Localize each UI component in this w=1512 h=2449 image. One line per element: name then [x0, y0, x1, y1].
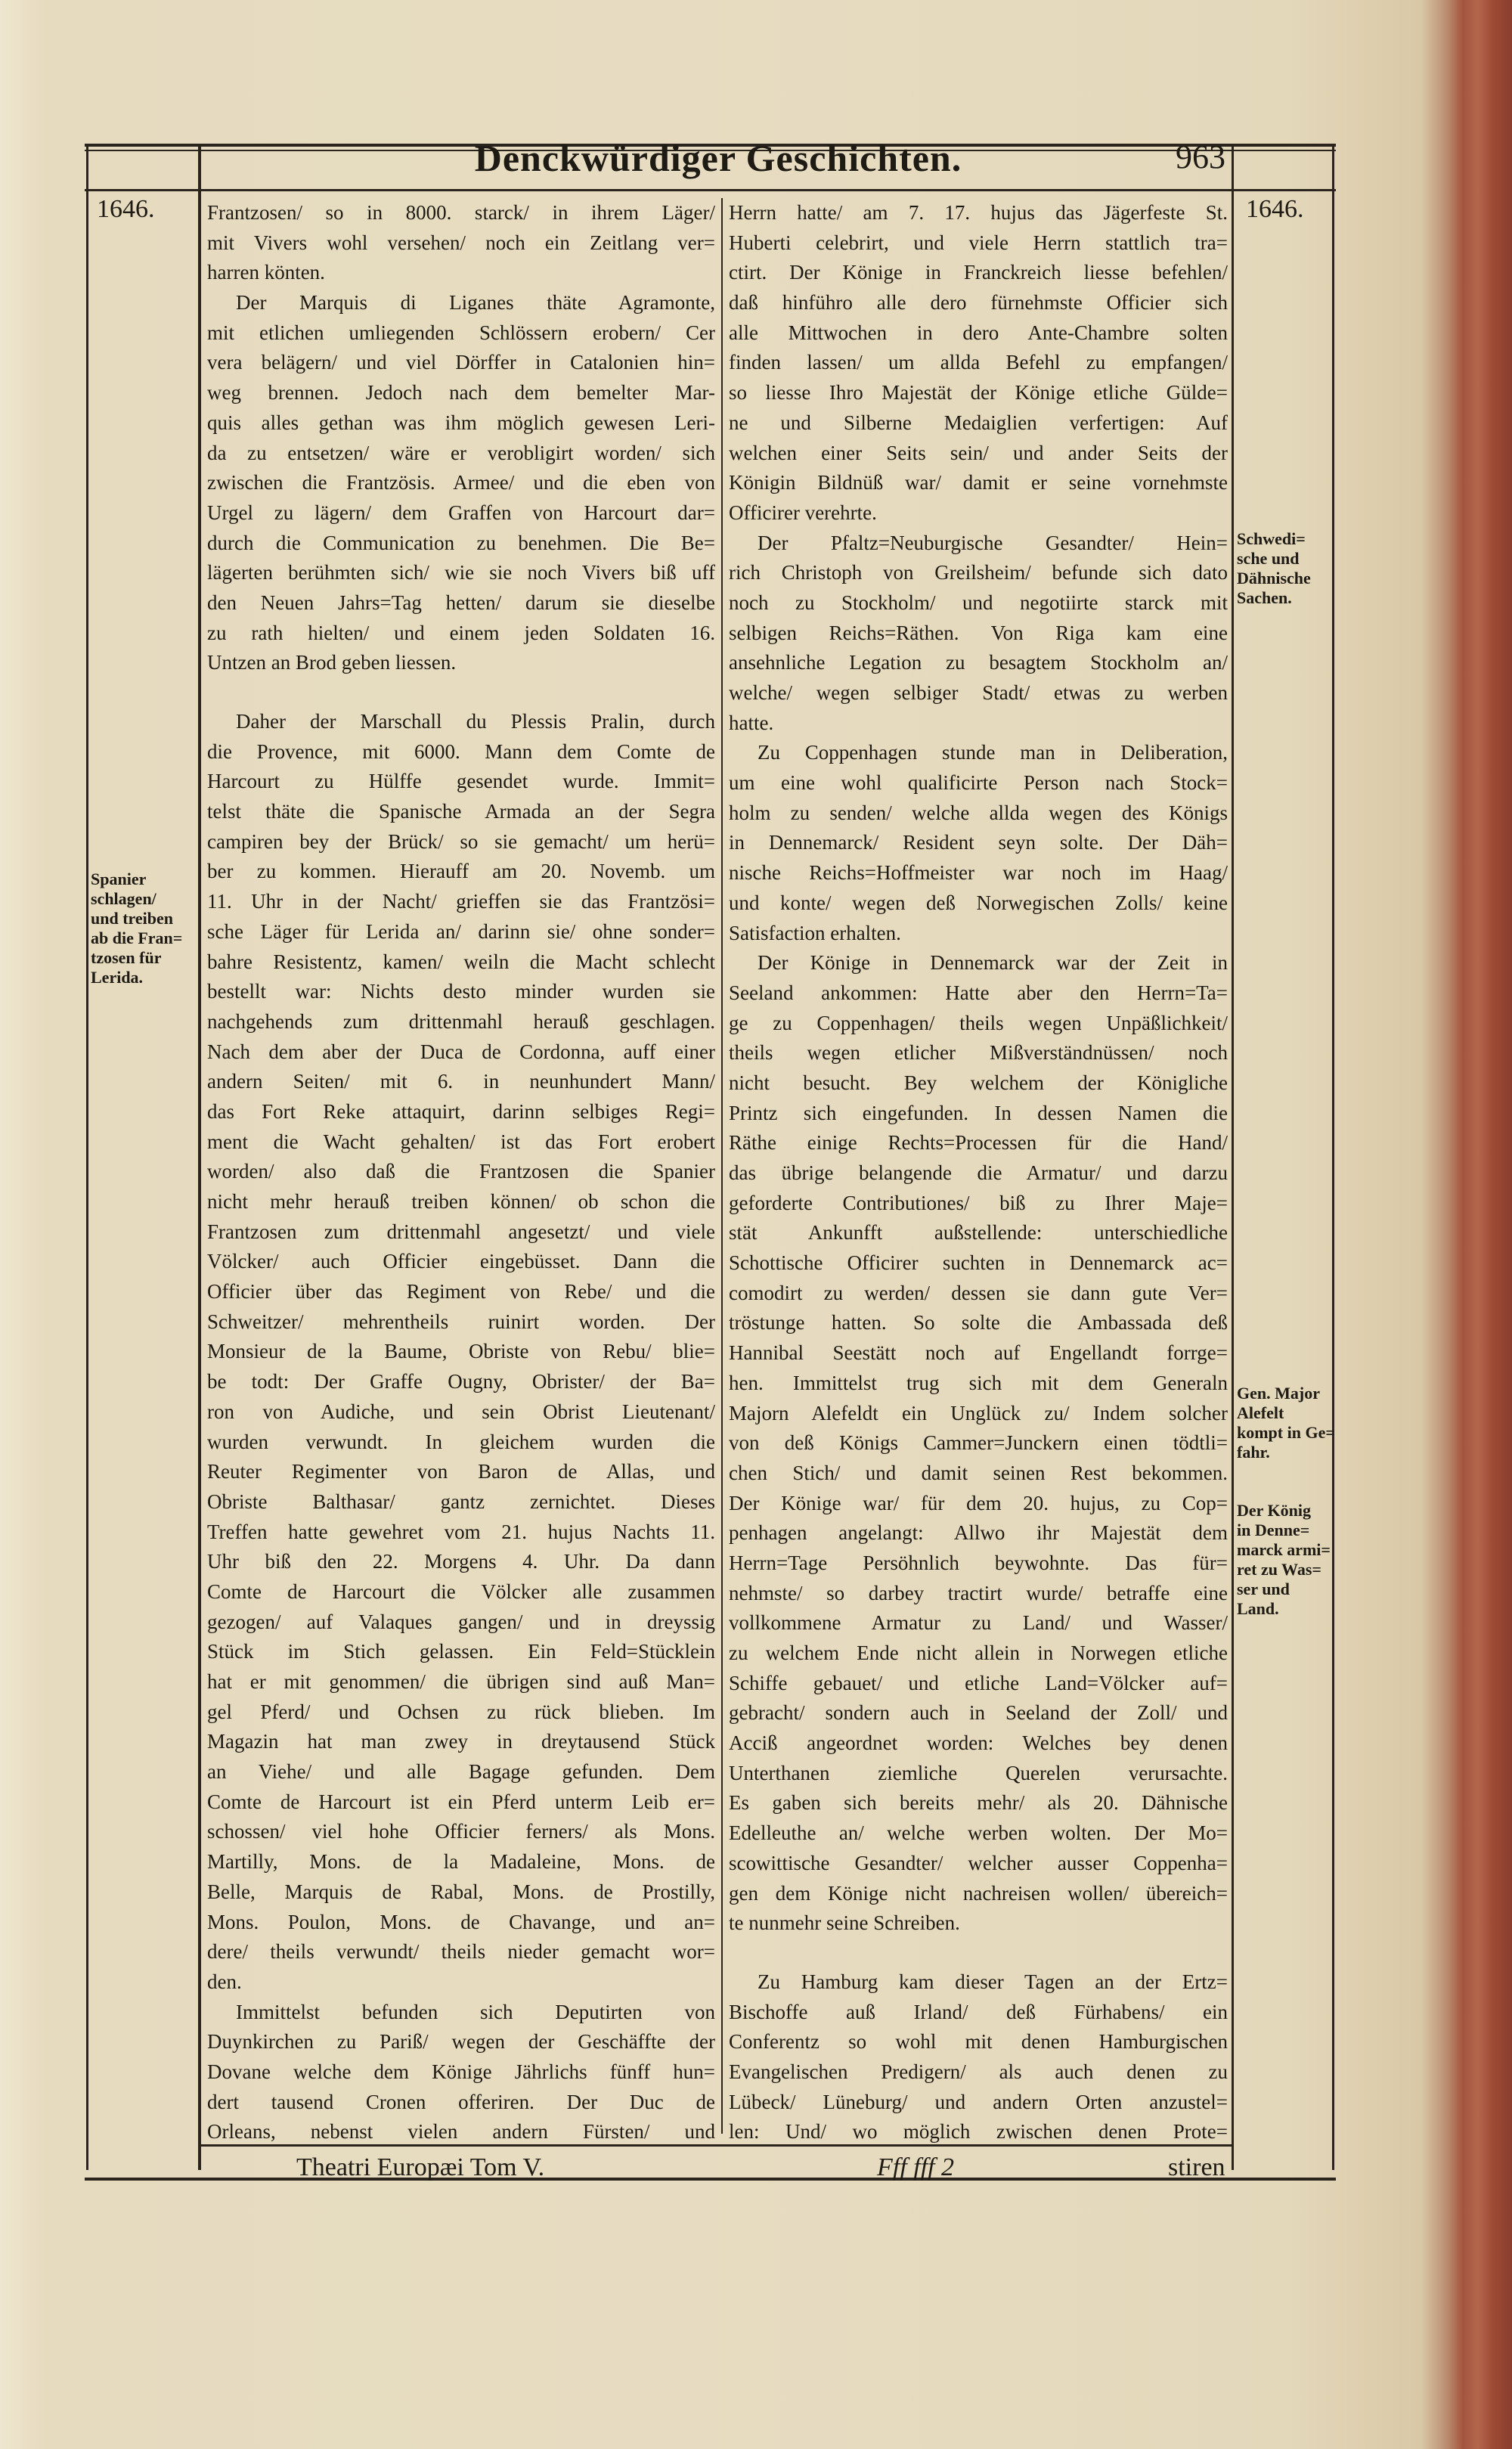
text-line: Satisfaction erhalten. — [729, 921, 901, 944]
text-line: durch die Communication zu benehmen. Die Be= — [207, 531, 715, 554]
text-line: Herrn hatte/ am 7. 17. hujus das Jägerfeste St. — [729, 201, 1228, 224]
margin-note — [1237, 529, 1311, 608]
margin-note-line: Gen. Major — [1237, 1384, 1320, 1403]
text-line: ne und Silberne Medaiglien verfertigen: Auf — [729, 411, 1228, 434]
text-line: Orleans, nebenst vielen andern Fürsten/ und — [207, 2120, 715, 2144]
bottom-rule — [85, 2178, 1336, 2181]
text-line: Printz sich eingefunden. In dessen Namen die — [729, 1101, 1228, 1124]
text-line: ment die Wacht gehalten/ ist das Fort erobert — [207, 1130, 715, 1153]
header-underline-rule — [85, 189, 1336, 191]
text-line: Obriste Balthasar/ gantz zernichtet. Dieses — [207, 1490, 715, 1513]
text-line: Königin Bildnüß war/ damit er seine vornehmste — [729, 471, 1228, 494]
text-line: Hannibal Seestätt noch auf Engellandt forrge= — [729, 1341, 1228, 1365]
running-head-title: Denckwürdiger Geschichten. — [474, 137, 962, 179]
text-line: nachgehends zum drittenmahl herauß geschlagen. — [207, 1009, 715, 1033]
text-line: so liesse Ihro Majestät der Könige etliche Gülde= — [729, 381, 1228, 405]
paragraph-gap — [729, 1939, 1228, 1967]
text-line: zu welchem Ende nicht allein in Norwegen etliche — [729, 1641, 1228, 1664]
frame-right-outer — [1332, 144, 1334, 2170]
text-line: vera belägern/ und viel Dörffer in Catalonien hin= — [207, 351, 715, 374]
text-line: welche/ wegen selbiger Stadt/ etwas zu werben — [729, 681, 1228, 704]
text-column-right — [729, 198, 1228, 2147]
text-line: Dovane welche dem Könige Jährlichs fünff hun= — [207, 2060, 715, 2083]
text-line: zwischen die Frantzösis. Armee/ und die eben von — [207, 471, 715, 494]
text-line: Unterthanen ziemliche Querelen verursachte. — [729, 1761, 1228, 1784]
page-number: 963 — [1176, 138, 1225, 175]
text-line: telst thäte die Spanische Armada an der Segra — [207, 800, 715, 823]
text-line: daß hinführo alle dero fürnehmste Officier sich — [729, 291, 1228, 315]
text-line: Duynkirchen zu Pariß/ wegen der Geschäffte der — [207, 2030, 715, 2054]
margin-note-line: in Denne= — [1237, 1521, 1310, 1539]
text-line: dert tausend Cronen offeriren. Der Duc de — [207, 2090, 715, 2113]
text-line: Lübeck/ Lüneburg/ und andern Orten anzustel= — [729, 2090, 1228, 2113]
text-line: gebracht/ sondern auch in Seeland der Zoll/ und — [729, 1701, 1228, 1725]
text-line: Seeland ankommen: Hatte aber den Herrn=Ta= — [729, 981, 1228, 1004]
margin-note-line: Schwedi= — [1237, 529, 1306, 548]
text-line: Mons. Poulon, Mons. de Chavange, und an= — [207, 1910, 715, 1933]
text-line: Zu Hamburg kam dieser Tagen an der Ertz= — [758, 1970, 1228, 1993]
text-line: Völcker/ auch Officier eingebüsset. Dann die — [207, 1250, 715, 1273]
text-line: Monsieur de la Baume, Obriste von Rebu/ blie= — [207, 1340, 715, 1363]
catchword: stiren — [1168, 2153, 1225, 2181]
text-line: mit Vivers wohl versehen/ noch ein Zeitlang ver= — [207, 231, 715, 254]
text-line: um eine wohl qualificirte Person nach Stock= — [729, 771, 1228, 795]
text-line: nicht mehr herauß treiben können/ ob schon die — [207, 1190, 715, 1213]
margin-year-left: 1646. — [97, 195, 155, 223]
text-line: den Neuen Jahrs=Tag hetten/ darum sie dieselbe — [207, 591, 715, 614]
text-line: mit etlichen umliegenden Schlössern erobern/ Cer — [207, 321, 715, 344]
footer-title: Theatri Europæi Tom V. — [296, 2153, 545, 2181]
text-line: Comte de Harcourt ist ein Pferd unterm Leib er= — [207, 1790, 715, 1813]
margin-note-line: Spanier — [91, 870, 147, 888]
margin-note-line: tzosen für — [91, 948, 162, 967]
margin-note-line: fahr. — [1237, 1443, 1270, 1462]
margin-note — [91, 870, 182, 987]
text-line: Schottische Officirer suchten in Dennemarck ac= — [729, 1251, 1228, 1275]
margin-note-line: Alefelt — [1237, 1403, 1284, 1422]
text-line: 11. Uhr in der Nacht/ grieffen sie das Frantzösi= — [207, 890, 715, 913]
text-line: nehmste/ so darbey tractirt wurde/ betraffe eine — [729, 1581, 1228, 1604]
text-line: Comte de Harcourt die Völcker alle zusammen — [207, 1579, 715, 1603]
text-line: von deß Königs Cammer=Junckern einen tödtli= — [729, 1431, 1228, 1455]
margin-note-line: marck armi= — [1237, 1540, 1331, 1559]
margin-note-line: Lerida. — [91, 968, 144, 987]
text-line: andern Seiten/ mit 6. in neunhundert Mann/ — [207, 1070, 715, 1093]
text-line: in Dennemarck/ Resident seyn solte. Der Däh= — [729, 831, 1228, 854]
text-line: Magazin hat man zwey in dreytausend Stück — [207, 1730, 715, 1753]
text-line: Räthe einige Rechts=Processen für die Hand/ — [729, 1131, 1228, 1155]
text-line: zu rath hielten/ und einem jeden Soldaten 16. — [207, 621, 715, 644]
text-line: ctirt. Der Könige in Franckreich liesse befehlen/ — [729, 261, 1228, 284]
signature-mark: Fff fff 2 — [877, 2153, 954, 2181]
text-line: Herrn=Tage Persöhnlich beywohnte. Das für= — [729, 1551, 1228, 1574]
text-line: geforderte Contributiones/ biß zu Ihrer Maje= — [729, 1191, 1228, 1214]
margin-note — [1237, 1501, 1331, 1619]
text-line: schossen/ viel hohe Officier ferners/ als Mons. — [207, 1820, 715, 1843]
text-line: ansehnliche Legation zu besagtem Stockholm an/ — [729, 651, 1228, 674]
margin-note-line: kompt in Ge= — [1237, 1423, 1335, 1442]
margin-note-line: schlagen/ — [91, 889, 156, 908]
text-line: Der Könige in Dennemarck war der Zeit in — [758, 951, 1228, 975]
frame-left-outer — [86, 144, 88, 2170]
margin-note-line: ret zu Was= — [1237, 1560, 1321, 1579]
margin-note-line: ser und — [1237, 1579, 1290, 1598]
text-line: Untzen an Brod geben liessen. — [207, 651, 457, 674]
text-column-left — [207, 198, 715, 2147]
text-line: Harcourt zu Hülffe gesendet wurde. Immit= — [207, 770, 715, 793]
text-line: da zu entsetzen/ wäre er verobligirt worden/ sich — [207, 441, 715, 464]
text-line: Edelleuthe an/ welche werben wolten. Der Mo= — [729, 1821, 1228, 1845]
text-line: das Fort Reke attaquirt, darinn selbiges Regi= — [207, 1099, 715, 1123]
text-line: be todt: Der Graffe Ougny, Obrister/ der Ba= — [207, 1370, 715, 1393]
text-line: scowittische Gesandter/ welcher ausser Coppenha= — [729, 1851, 1228, 1874]
margin-note-line: Sachen. — [1237, 588, 1292, 607]
text-line: bahre Resistentz, kamen/ weiln die Macht schlecht — [207, 950, 715, 973]
text-line: te nunmehr seine Schreiben. — [729, 1911, 960, 1935]
text-line: hat er mit genommen/ die übrigen sind auß Man= — [207, 1670, 715, 1693]
text-line: comodirt zu werden/ dessen sie dann gute Ver= — [729, 1281, 1228, 1304]
text-line: nicht besucht. Bey welchem der Königliche — [729, 1071, 1228, 1094]
text-line: das übrige belangende die Armatur/ und darzu — [729, 1161, 1228, 1184]
text-line: wurden verwundt. In gleichem wurden die — [207, 1430, 715, 1453]
text-line: gezogen/ auf Valaques gangen/ und in dreyssig — [207, 1610, 715, 1633]
text-line: hatte. — [729, 711, 774, 734]
text-line: Zu Coppenhagen stunde man in Deliberation, — [758, 741, 1228, 764]
text-line: campiren bey der Brück/ so sie gemacht/ um herü= — [207, 829, 715, 853]
text-line: hen. Immittelst trug sich mit dem Generaln — [729, 1371, 1228, 1394]
text-line: selbigen Reichs=Räthen. Von Riga kam eine — [729, 621, 1228, 644]
margin-note-line: Der König — [1237, 1501, 1311, 1520]
text-line: Frantzosen zum drittenmahl angesetzt/ und viele — [207, 1220, 715, 1243]
text-line: Belle, Marquis de Rabal, Mons. de Prostilly, — [207, 1880, 715, 1903]
text-line: Immittelst befunden sich Deputirten von — [236, 2000, 715, 2023]
text-line: lägerten berühmten sich/ wie sie noch Vivers biß uff — [207, 561, 715, 584]
text-line: welchen einer Seits sein/ und ander Seits der — [729, 441, 1228, 464]
text-line: Uhr biß den 22. Morgens 4. Uhr. Da dann — [207, 1550, 715, 1573]
text-line: ber zu kommen. Hierauff am 20. Novemb. um — [207, 860, 715, 883]
column-divider — [721, 198, 723, 2134]
text-line: finden lassen/ um allda Befehl zu empfangen/ — [729, 351, 1228, 374]
margin-note-line: ab die Fran= — [91, 928, 183, 947]
text-line: gel Pferd/ und Ochsen zu rück blieben. Im — [207, 1700, 715, 1723]
text-line: vollkommene Armatur zu Land/ und Wasser/ — [729, 1611, 1228, 1635]
text-line: penhagen angelangt: Allwo ihr Majestät dem — [729, 1521, 1228, 1545]
text-line: ge zu Coppenhagen/ theils wegen Unpäßlichkeit/ — [729, 1011, 1228, 1034]
text-line: und konte/ wegen deß Norwegischen Zolls/ keine — [729, 891, 1228, 914]
text-line: Es gaben sich bereits mehr/ als 20. Dähnische — [729, 1791, 1228, 1815]
text-line: Urgel zu lägern/ dem Graffen von Harcourt dar= — [207, 501, 715, 524]
paragraph-gap — [207, 678, 715, 707]
text-line: Huberti celebrirt, und viele Herrn stattlich tra= — [729, 231, 1228, 254]
margin-note-line: sche und — [1237, 549, 1300, 568]
text-line: nische Reichs=Hoffmeister war noch im Haag/ — [729, 861, 1228, 885]
text-line: Der Könige war/ für dem 20. hujus, zu Cop= — [729, 1491, 1228, 1514]
text-line: Evangelischen Predigern/ als auch denen zu — [729, 2060, 1228, 2083]
text-line: Bischoffe auß Irland/ deß Fürhabens/ ein — [729, 2000, 1228, 2023]
text-line: die Provence, mit 6000. Mann dem Comte de — [207, 739, 715, 763]
frame-right-column — [1232, 144, 1234, 2170]
text-line: Daher der Marschall du Plessis Pralin, durch — [236, 710, 715, 733]
text-line: Der Marquis di Liganes thäte Agramonte, — [236, 291, 715, 315]
text-line: Majorn Alefeldt ein Unglück zu/ Indem solcher — [729, 1401, 1228, 1424]
text-line: Martilly, Mons. de la Madaleine, Mons. de — [207, 1850, 715, 1874]
margin-note-line: Land. — [1237, 1599, 1279, 1618]
margin-note — [1237, 1384, 1335, 1462]
text-line: harren könten. — [207, 261, 325, 284]
text-line: quis alles gethan was ihm möglich gewesen Leri- — [207, 411, 715, 434]
text-line: Der Pfaltz=Neuburgische Gesandter/ Hein= — [758, 531, 1228, 554]
text-line: worden/ also daß die Frantzosen die Spanier — [207, 1160, 715, 1183]
text-line: Treffen hatte gewehret vom 21. hujus Nachts 11. — [207, 1520, 715, 1543]
text-line: Officier über das Regiment von Rebe/ und die — [207, 1280, 715, 1304]
text-line: holm zu senden/ welche allda wegen des Königs — [729, 801, 1228, 824]
text-line: sche Läger für Lerida an/ darinn sie/ ohne sonder= — [207, 919, 715, 943]
text-line: len: Und/ wo möglich zwischen denen Prote= — [729, 2120, 1228, 2144]
text-line: Conferentz so wohl mit denen Hamburgischen — [729, 2030, 1228, 2054]
text-line: theils wegen etlicher Mißverständnüssen/ noch — [729, 1041, 1228, 1065]
margin-note-line: Dähnische — [1237, 569, 1311, 587]
text-line: noch zu Stockholm/ und negotiirte starck mit — [729, 591, 1228, 614]
frame-left-column — [198, 144, 201, 2170]
text-line: Schiffe gebauet/ und etliche Land=Völcker auf= — [729, 1671, 1228, 1694]
text-line: weg brennen. Jedoch nach dem bemelter Mar- — [207, 381, 715, 405]
text-line: bestellt war: Nichts desto minder wurden sie — [207, 980, 715, 1003]
text-line: den. — [207, 1970, 242, 1993]
margin-year-right: 1646. — [1246, 195, 1304, 223]
text-line: ron von Audiche, und sein Obrist Lieutenant/ — [207, 1400, 715, 1423]
text-line: dere/ theils verwundt/ theils nieder gemacht wor= — [207, 1940, 715, 1964]
text-line: gen dem Könige nicht nachreisen wollen/ übereich= — [729, 1881, 1228, 1905]
text-line: an Viehe/ und alle Bagage gefunden. Dem — [207, 1760, 715, 1784]
text-line: Frantzosen/ so in 8000. starck/ in ihrem Läger/ — [207, 201, 715, 224]
text-line: rich Christoph von Greilsheim/ befunde sich dato — [729, 561, 1228, 584]
text-line: Stück im Stich gelassen. Ein Feld=Stücklein — [207, 1640, 715, 1663]
text-line: Reuter Regimenter von Baron de Allas, und — [207, 1460, 715, 1483]
text-line: Officirer verehrte. — [729, 501, 877, 524]
text-line: alle Mittwochen in dero Ante-Chambre solten — [729, 321, 1228, 344]
margin-note-line: und treiben — [91, 909, 174, 928]
text-line: Schweitzer/ mehrentheils ruinirt worden. Der — [207, 1310, 715, 1333]
text-line: chen Stich/ und damit seinen Rest bekommen. — [729, 1461, 1228, 1484]
text-line: stät Ankunfft außstellende: unterschiedliche — [729, 1221, 1228, 1245]
text-line: Acciß angeordnet worden: Welches bey denen — [729, 1731, 1228, 1755]
text-line: tröstunge hatten. So solte die Ambassada deß — [729, 1311, 1228, 1335]
text-line: Nach dem aber der Duca de Cordonna, auff einer — [207, 1040, 715, 1063]
